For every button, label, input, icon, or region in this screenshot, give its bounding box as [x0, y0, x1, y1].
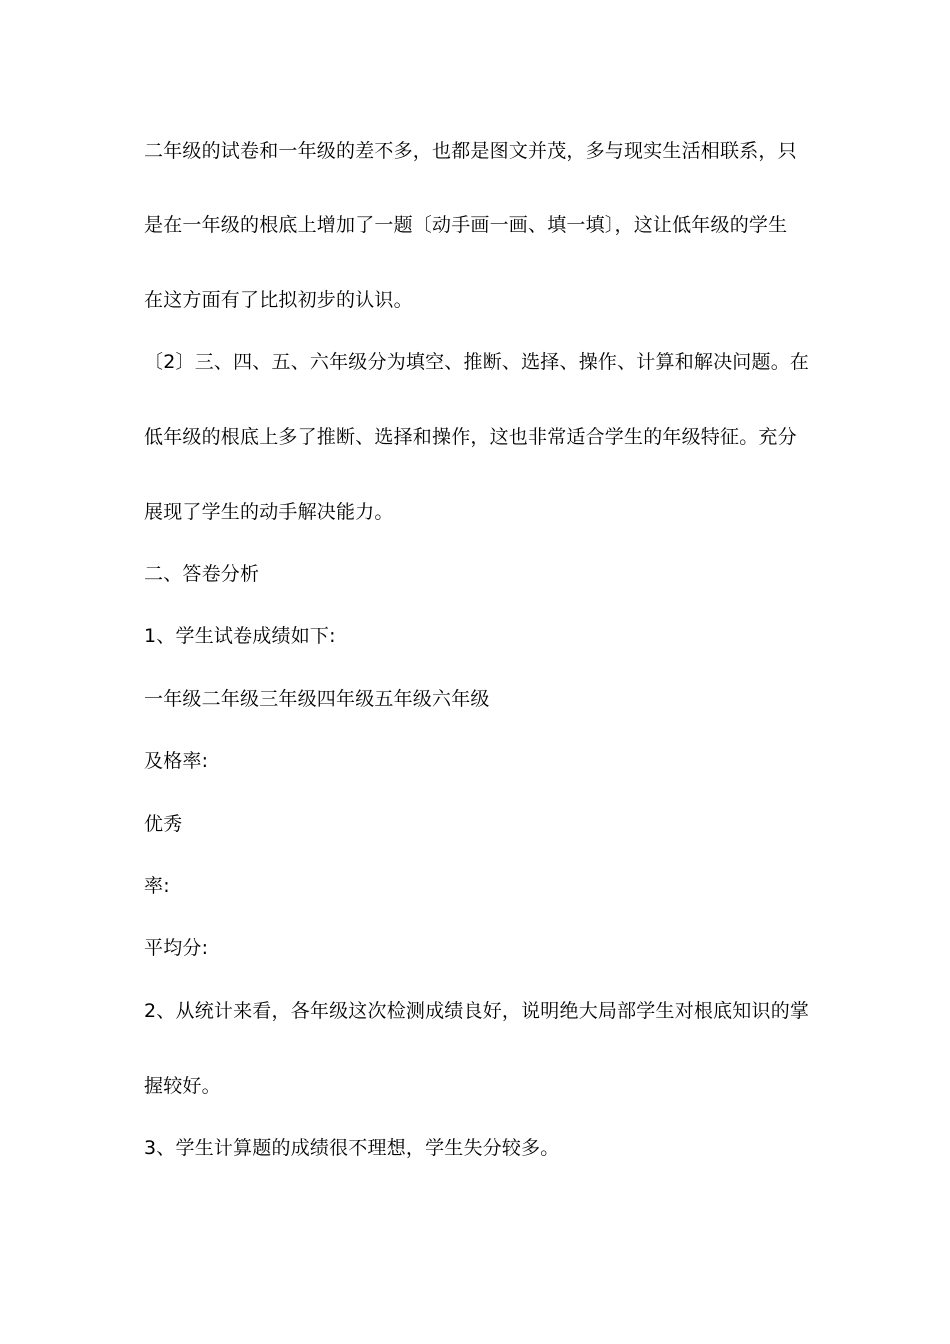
section-heading: 二、答卷分析: [144, 563, 260, 585]
grade-header-row: 一年级二年级三年级四年级五年级六年级: [144, 688, 490, 710]
list-item-2-line-1: 2、从统计来看，各年级这次检测成绩良好，说明绝大局部学生对根底知识的掌: [144, 1000, 810, 1022]
paragraph-line-2: 是在一年级的根底上增加了一题〔动手画一画、填一填〕，这让低年级的学生: [144, 214, 788, 236]
paragraph-line-1: 二年级的试卷和一年级的差不多，也都是图文并茂，多与现实生活相联系，只: [144, 140, 797, 162]
paragraph-line-6: 展现了学生的动手解决能力。: [144, 501, 394, 523]
pass-rate-label: 及格率:: [144, 750, 209, 772]
paragraph-line-4: 〔2〕三、四、五、六年级分为填空、推断、选择、操作、计算和解决问题。在: [144, 351, 810, 373]
list-item-1: 1、学生试卷成绩如下:: [144, 625, 336, 647]
average-score-label: 平均分:: [144, 937, 209, 959]
excellent-rate-label-part-1: 优秀: [144, 813, 183, 835]
paragraph-line-3: 在这方面有了比拟初步的认识。: [144, 289, 413, 311]
list-item-2-line-2: 握较好。: [144, 1075, 221, 1097]
excellent-rate-label-part-2: 率:: [144, 875, 170, 897]
paragraph-line-5: 低年级的根底上多了推断、选择和操作，这也非常适合学生的年级特征。充分: [144, 426, 797, 448]
list-item-3: 3、学生计算题的成绩很不理想，学生失分较多。: [144, 1137, 560, 1159]
